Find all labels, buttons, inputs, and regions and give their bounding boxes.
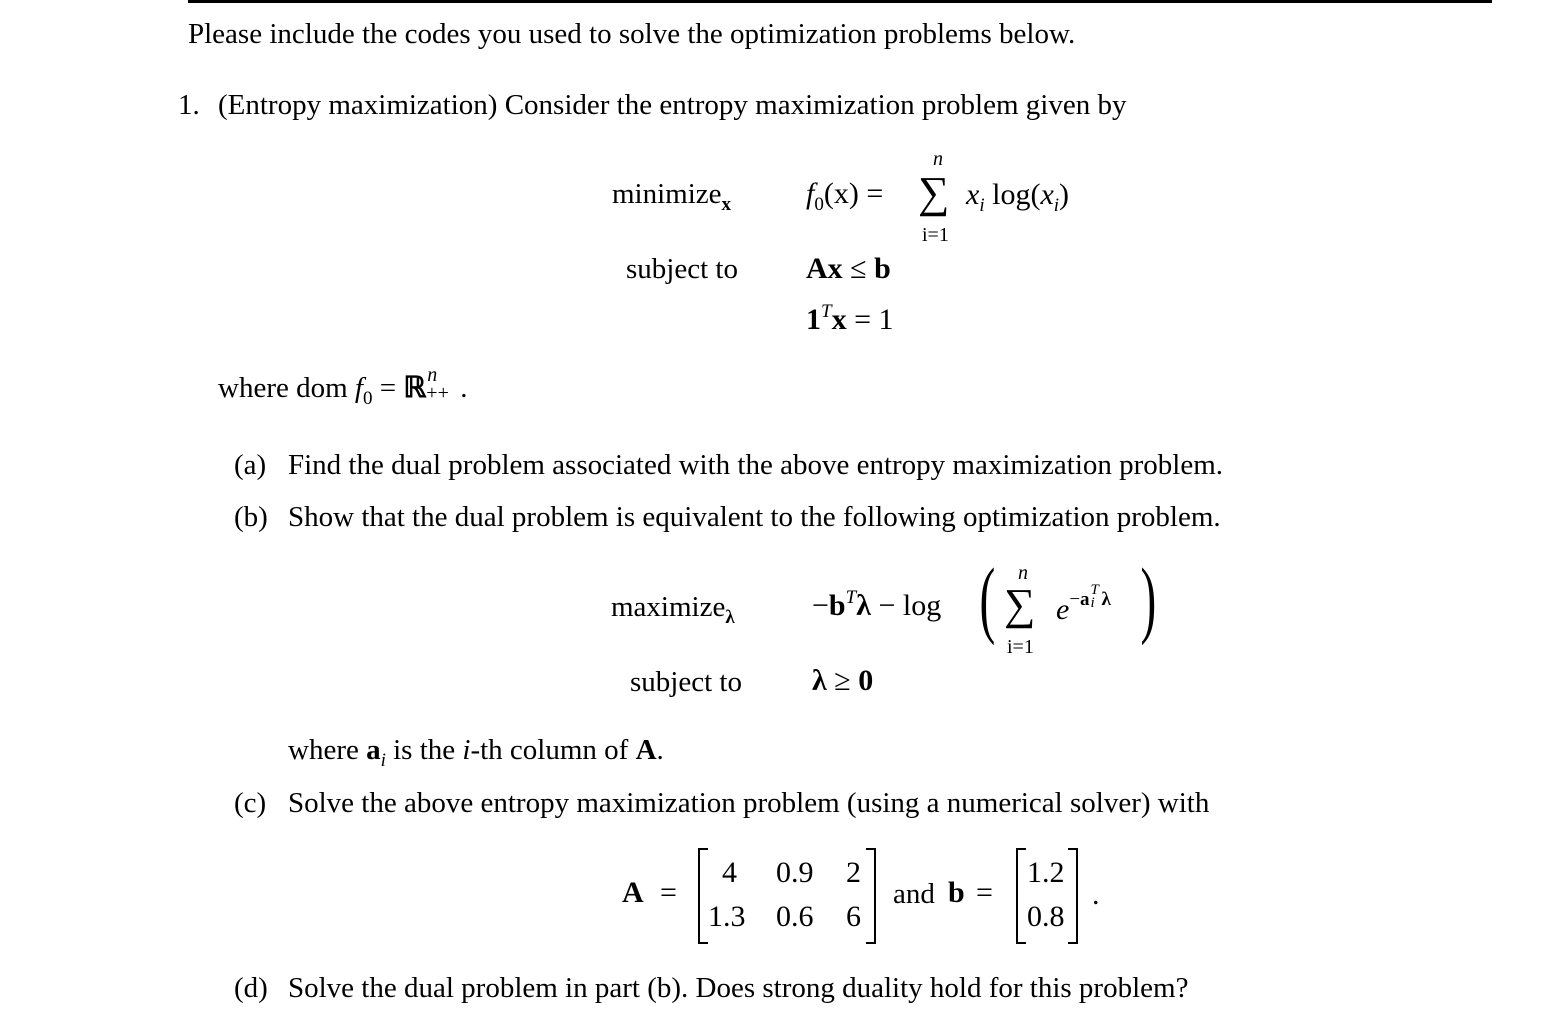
domain-statement: where dom $f_0$ = ℝ n ++ . — [218, 364, 468, 409]
dual-constraint: λ ≥ 0 — [812, 664, 874, 697]
vector-b-equals: = — [976, 876, 993, 909]
part-a-label: (a) — [234, 449, 267, 481]
primal-constraint-1: Ax ≤ b — [806, 252, 891, 285]
intro-text: Please include the codes you used to solve the optimization problems below. — [188, 18, 1076, 50]
part-c-text: Solve the above entropy maximization problem (using a numerical solver) with — [288, 787, 1210, 819]
part-b-text: Show that the dual problem is equivalent to the following optimization problem. — [288, 501, 1221, 533]
primal-constraint-2: $1^Tx = 1$ — [806, 301, 894, 336]
primal-sum-top: n — [933, 148, 943, 170]
matrix-period: . — [1092, 878, 1100, 911]
dual-objective: $-b^T\lambda - \log$ — [812, 587, 942, 622]
matrix-A-label: A — [622, 876, 644, 909]
primal-subject-to-label: subject to — [626, 253, 738, 285]
matrix-A-cell-0-1: 0.9 — [776, 856, 814, 889]
part-d-label: (d) — [234, 972, 268, 1004]
minimize-label: minimize$_x$ — [612, 178, 732, 215]
primal-summand: $x_i$ $\log(x_i)$ — [966, 178, 1070, 216]
part-b-label: (b) — [234, 501, 268, 533]
dual-exponential: $e^{-a T i \lambda}$ — [1056, 582, 1111, 626]
dual-close-paren: ) — [1140, 550, 1157, 646]
matrix-A-cell-0-0: 4 — [722, 856, 737, 889]
primal-sigma: ∑ — [918, 168, 950, 217]
matrix-A-left-bracket — [698, 848, 708, 944]
matrix-and-word: and — [893, 878, 935, 910]
part-c-label: (c) — [234, 787, 267, 819]
vector-b-cell-1: 0.8 — [1027, 900, 1065, 933]
vector-b-cell-0: 1.2 — [1027, 856, 1065, 889]
matrix-A-equals: = — [660, 876, 677, 909]
matrix-A-right-bracket — [866, 848, 876, 944]
dual-sum-bottom: i=1 — [1007, 636, 1034, 658]
dual-subject-to-label: subject to — [630, 666, 742, 698]
top-rule — [188, 0, 1492, 3]
problem-title: (Entropy maximization) Consider the entropy maximization problem given by — [218, 89, 1127, 121]
part-a-text: Find the dual problem associated with the above entropy maximization problem. — [288, 449, 1224, 481]
matrix-A-cell-1-1: 0.6 — [776, 900, 814, 933]
primal-objective: $f_0(x)$ = — [806, 177, 884, 215]
vector-b-label: b — [948, 876, 965, 909]
matrix-A-cell-0-2: 2 — [846, 856, 861, 889]
matrix-A-cell-1-2: 6 — [846, 900, 861, 933]
matrix-A-cell-1-0: 1.3 — [708, 900, 746, 933]
part-d-text: Solve the dual problem in part (b). Does strong duality hold for this problem? — [288, 972, 1189, 1004]
maximize-label: maximize$_\lambda$ — [611, 591, 735, 628]
primal-sum-bottom: i=1 — [922, 224, 949, 246]
vector-b-right-bracket — [1068, 848, 1078, 944]
problem-number: 1. — [178, 89, 200, 121]
column-definition: where $a_i$ is the i-th column of A. — [288, 734, 664, 771]
dual-sum-top: n — [1018, 562, 1028, 584]
vector-b-left-bracket — [1016, 848, 1026, 944]
dual-open-paren: ( — [979, 550, 996, 646]
dual-sigma: ∑ — [1004, 580, 1036, 629]
